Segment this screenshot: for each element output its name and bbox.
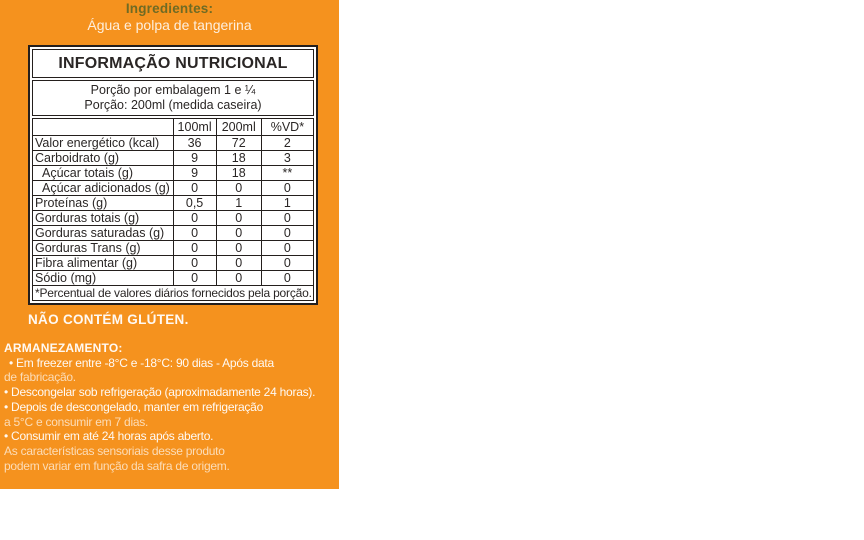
storage-line: • Descongelar sob refrigeração (aproximadamente 24 horas). xyxy=(4,385,316,400)
row-value-vd: 2 xyxy=(261,136,313,151)
table-footnote: *Percentual de valores diários fornecidos pela porção. xyxy=(33,286,314,301)
row-value-100ml: 9 xyxy=(173,166,216,181)
row-value-200ml: 0 xyxy=(216,211,261,226)
row-label: Sódio (mg) xyxy=(33,271,174,286)
ingredients-section xyxy=(0,1,339,34)
table-row xyxy=(33,181,314,196)
storage-line: a 5°C e consumir em 7 dias. xyxy=(4,414,149,429)
serving-info xyxy=(32,80,314,116)
row-value-100ml: 0 xyxy=(173,241,216,256)
row-value-vd: ** xyxy=(261,166,313,181)
column-header-vd: %VD* xyxy=(261,119,313,136)
row-label: Açúcar adicionados (g) xyxy=(33,181,174,196)
column-header-100ml: 100ml xyxy=(173,119,216,136)
row-value-100ml: 0 xyxy=(173,226,216,241)
table-row xyxy=(33,241,314,256)
row-value-vd: 0 xyxy=(261,181,313,196)
row-value-100ml: 0 xyxy=(173,181,216,196)
column-header-200ml: 200ml xyxy=(216,119,261,136)
table-row xyxy=(33,151,314,166)
row-label: Carboidrato (g) xyxy=(33,151,174,166)
row-label: Gorduras Trans (g) xyxy=(33,241,174,256)
row-value-vd: 1 xyxy=(261,196,313,211)
row-value-200ml: 0 xyxy=(216,241,261,256)
row-label: Proteínas (g) xyxy=(33,196,174,211)
row-label: Açúcar totais (g) xyxy=(33,166,174,181)
row-value-100ml: 0 xyxy=(173,211,216,226)
table-row xyxy=(33,196,314,211)
row-value-100ml: 9 xyxy=(173,151,216,166)
row-value-100ml: 36 xyxy=(173,136,216,151)
row-value-vd: 0 xyxy=(261,256,313,271)
row-value-vd: 0 xyxy=(261,271,313,286)
row-value-200ml: 0 xyxy=(216,181,261,196)
row-value-200ml: 72 xyxy=(216,136,261,151)
row-value-100ml: 0 xyxy=(173,271,216,286)
row-label: Gorduras totais (g) xyxy=(33,211,174,226)
storage-line: • Depois de descongelado, manter em refrigeração xyxy=(4,399,264,414)
storage-line: • Em freezer entre -8°C e -18°C: 90 dias - Após data xyxy=(9,355,274,370)
storage-heading: ARMANEZAMENTO: xyxy=(4,341,123,355)
table-row xyxy=(33,166,314,181)
nutrition-grid xyxy=(32,118,314,301)
gluten-free-notice: NÃO CONTÉM GLÚTEN. xyxy=(28,312,189,327)
row-value-vd: 0 xyxy=(261,226,313,241)
row-label: Fibra alimentar (g) xyxy=(33,256,174,271)
row-label: Valor energético (kcal) xyxy=(33,136,174,151)
table-row xyxy=(33,136,314,151)
footnote-row xyxy=(33,286,314,301)
column-header-row xyxy=(33,119,314,136)
row-value-200ml: 18 xyxy=(216,151,261,166)
table-row xyxy=(33,226,314,241)
row-value-200ml: 18 xyxy=(216,166,261,181)
row-value-vd: 3 xyxy=(261,151,313,166)
storage-line: podem variar em função da safra de origem. xyxy=(4,458,230,473)
table-row xyxy=(33,256,314,271)
storage-line: As características sensoriais desse produto xyxy=(4,443,225,458)
row-label: Gorduras saturadas (g) xyxy=(33,226,174,241)
nutrition-table-title: INFORMAÇÃO NUTRICIONAL xyxy=(32,49,314,78)
storage-section xyxy=(4,341,338,473)
serving-line-2: Porção: 200ml (medida caseira) xyxy=(84,97,262,112)
table-row xyxy=(33,211,314,226)
row-value-200ml: 1 xyxy=(216,196,261,211)
row-value-200ml: 0 xyxy=(216,256,261,271)
storage-line: • Consumir em até 24 horas após aberto. xyxy=(4,429,214,444)
table-row xyxy=(33,271,314,286)
row-value-vd: 0 xyxy=(261,241,313,256)
row-value-100ml: 0,5 xyxy=(173,196,216,211)
row-value-200ml: 0 xyxy=(216,226,261,241)
product-label-panel xyxy=(0,0,339,489)
nutrition-table xyxy=(28,45,318,305)
row-value-vd: 0 xyxy=(261,211,313,226)
row-value-200ml: 0 xyxy=(216,271,261,286)
ingredients-text: Água e polpa de tangerina xyxy=(87,17,252,33)
serving-line-1: Porção por embalagem 1 e ¼ xyxy=(90,83,256,97)
row-value-100ml: 0 xyxy=(173,256,216,271)
column-header-empty xyxy=(33,119,174,136)
storage-line: de fabricação. xyxy=(4,370,76,385)
ingredients-heading: Ingredientes: xyxy=(125,1,214,16)
